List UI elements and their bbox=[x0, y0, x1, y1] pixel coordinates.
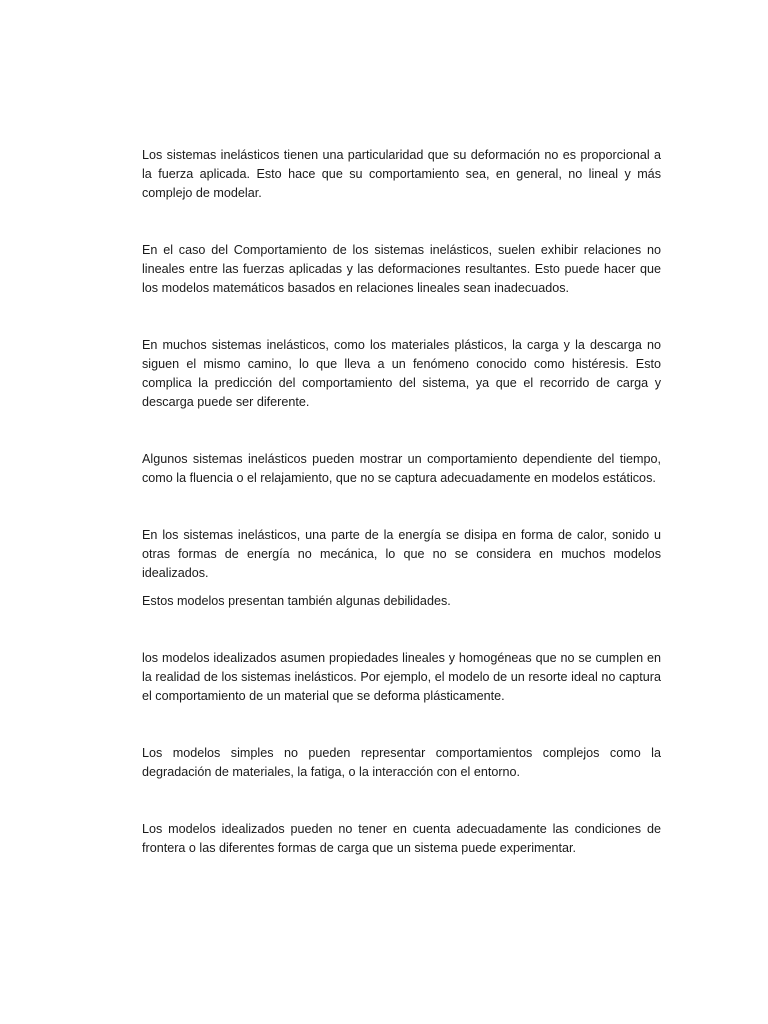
paragraph-8: Los modelos simples no pueden representar comportamientos complejos como la degradación de materiales, la fatiga, o la interacción con el entorno. bbox=[142, 746, 661, 779]
paragraph-7: los modelos idealizados asumen propiedades lineales y homogéneas que no se cumplen en la realidad de los sistemas inelásticos. Por ejemplo, el modelo de un resorte ideal no captura el comportamiento de un material que se deforma plásticamente. bbox=[142, 651, 661, 703]
paragraph-5: En los sistemas inelásticos, una parte de la energía se disipa en forma de calor, sonido u otras formas de energía no mecánica, lo que no se considera en muchos modelos idealizados. bbox=[142, 528, 661, 580]
paragraph-1: Los sistemas inelásticos tienen una particularidad que su deformación no es proporcional a la fuerza aplicada. Esto hace que su comportamiento sea, en general, no lineal y más complejo de modelar. bbox=[142, 148, 661, 200]
paragraph-9: Los modelos idealizados pueden no tener en cuenta adecuadamente las condiciones de frontera o las diferentes formas de carga que un sistema puede experimentar. bbox=[142, 822, 661, 855]
paragraph-4: Algunos sistemas inelásticos pueden mostrar un comportamiento dependiente del tiempo, como la fluencia o el relajamiento, que no se captura adecuadamente en modelos estáticos. bbox=[142, 452, 661, 485]
document-body bbox=[142, 146, 661, 858]
paragraph-2: En el caso del Comportamiento de los sistemas inelásticos, suelen exhibir relaciones no lineales entre las fuerzas aplicadas y las deformaciones resultantes. Esto puede hacer que los modelos matemáticos basados en relaciones lineales sean inadecuados. bbox=[142, 243, 661, 295]
paragraph-3: En muchos sistemas inelásticos, como los materiales plásticos, la carga y la descarga no siguen el mismo camino, lo que lleva a un fenómeno conocido como histéresis. Esto complica la predicción del comportamiento del sistema, ya que el recorrido de carga y descarga puede ser diferente. bbox=[142, 338, 661, 409]
paragraph-6: Estos modelos presentan también algunas debilidades. bbox=[142, 594, 451, 608]
